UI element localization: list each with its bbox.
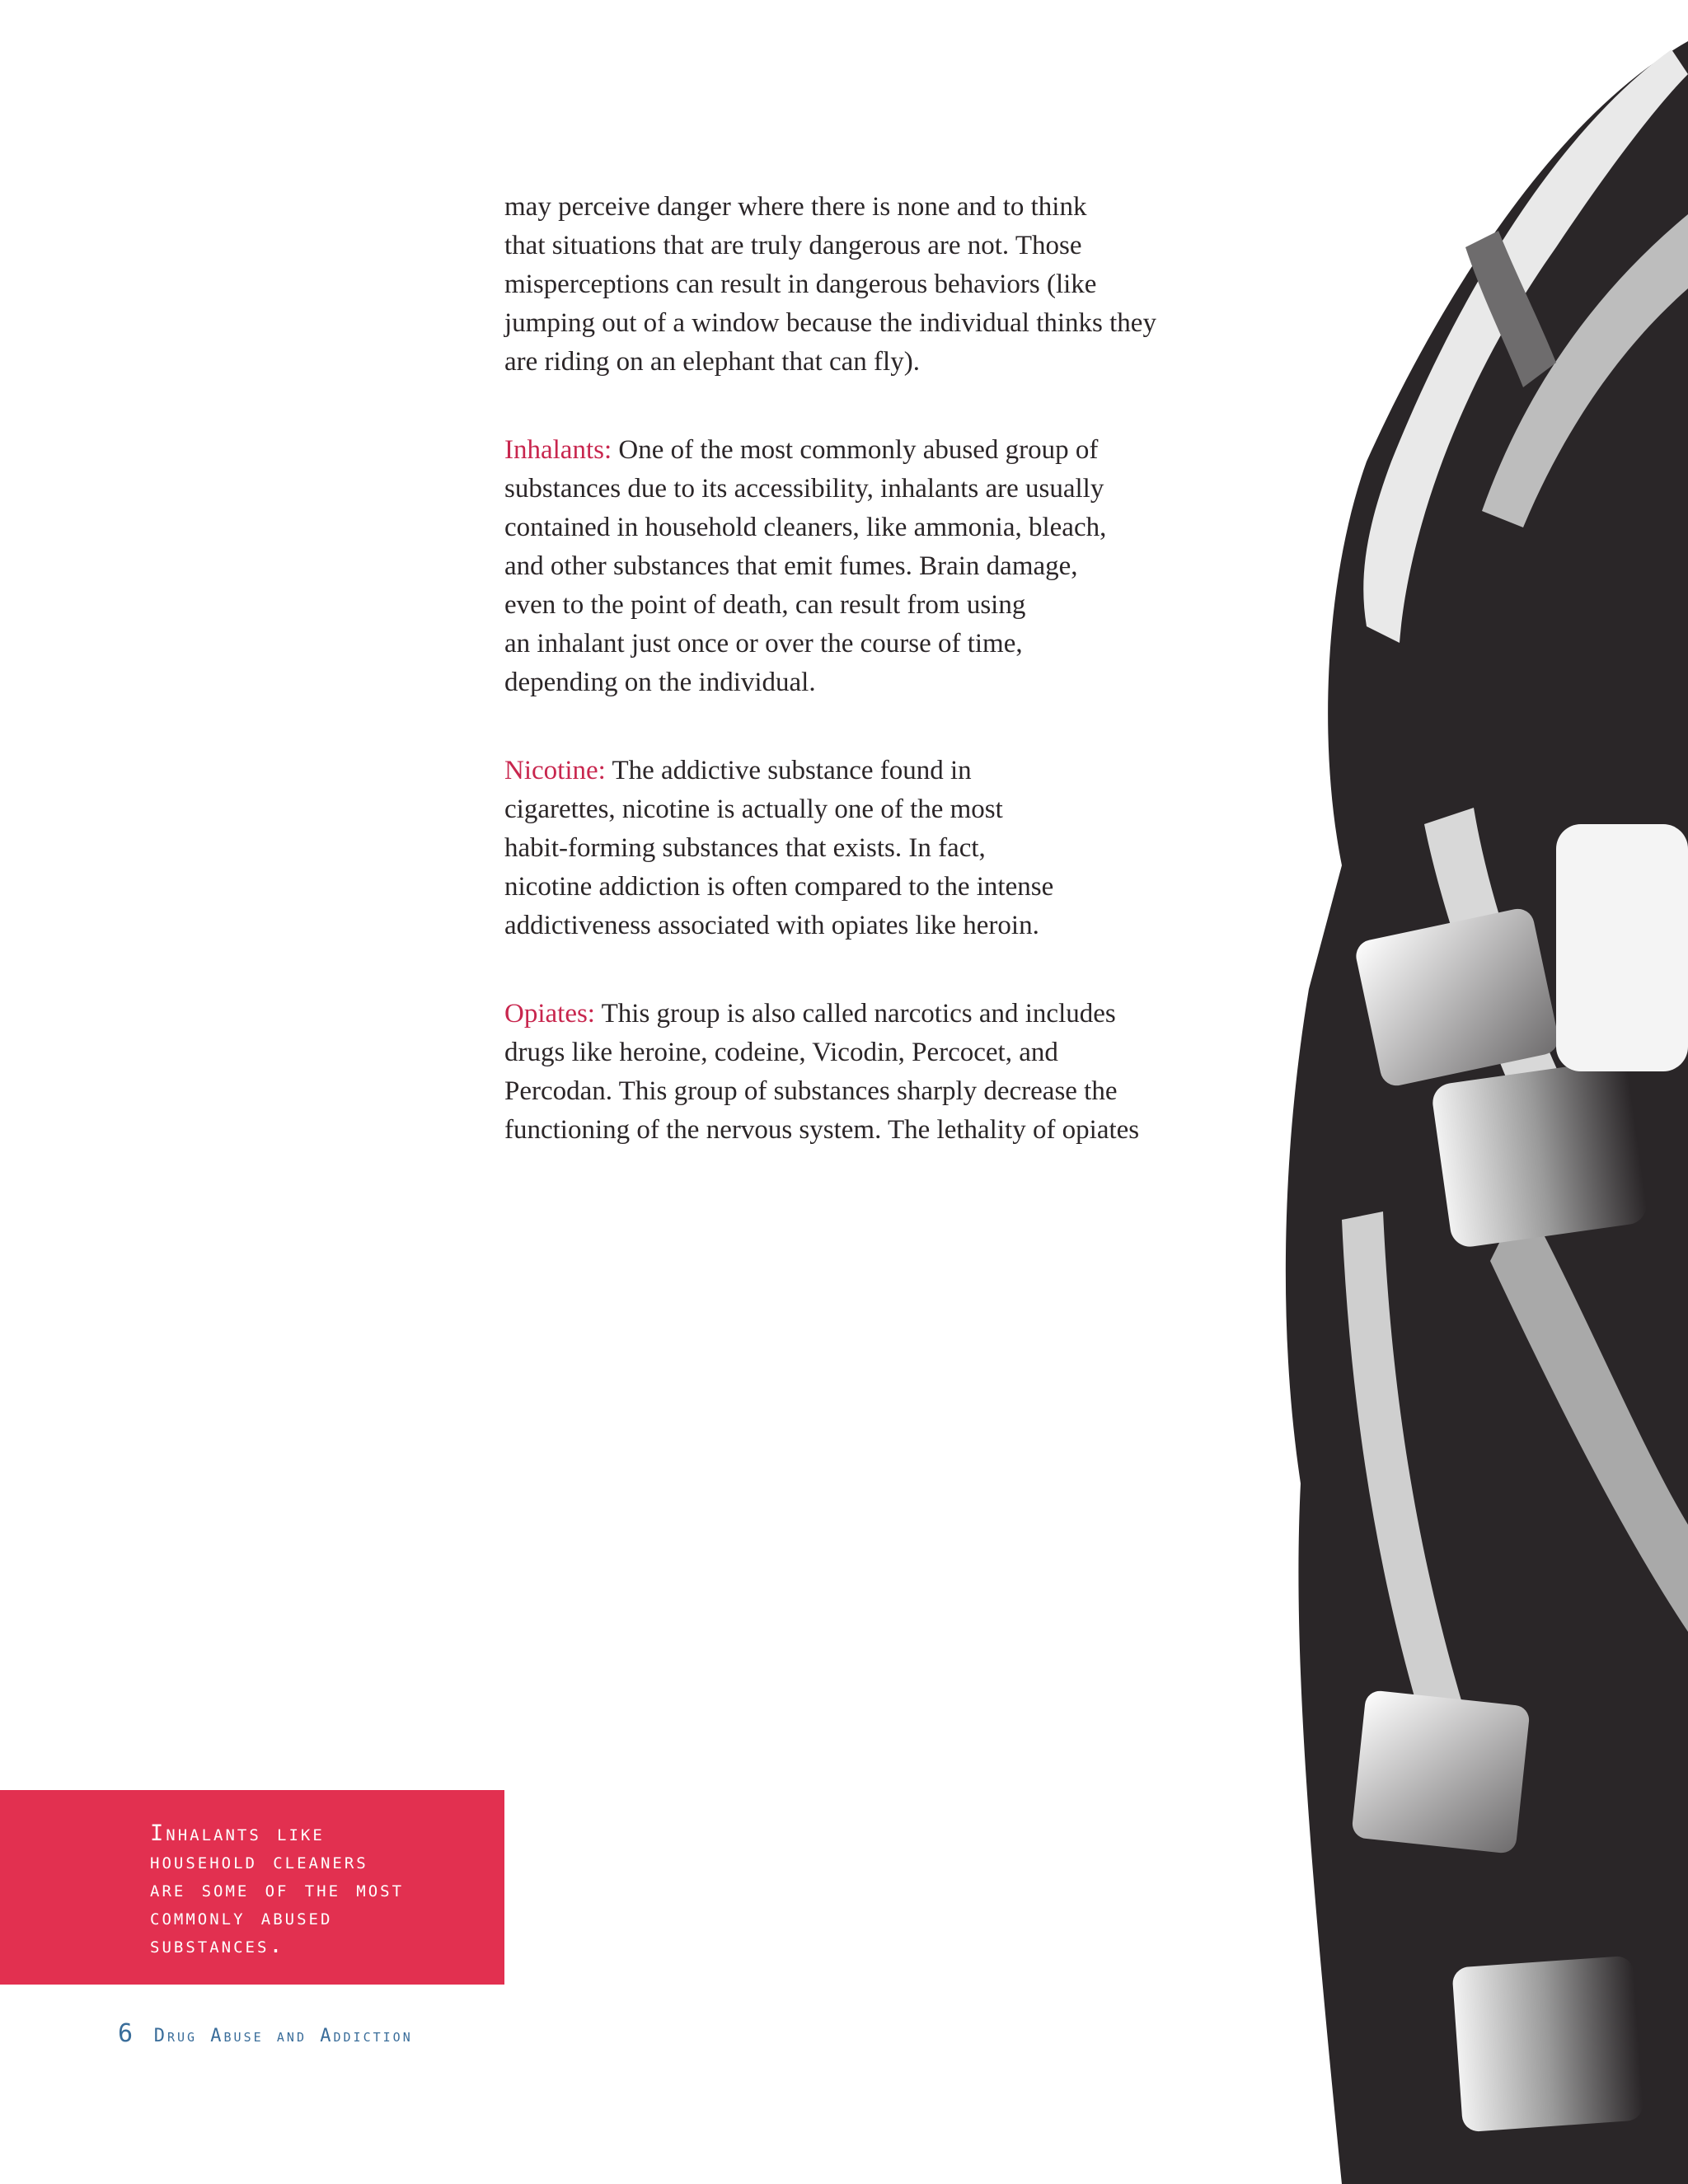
text-line: addictiveness associated with opiates like heroin. xyxy=(504,911,1039,940)
intro-paragraph xyxy=(504,188,1213,382)
page-footer xyxy=(118,2019,413,2048)
text-line: cigarettes, nicotine is actually one of the most xyxy=(504,794,1003,824)
nicotine-first-line: The addictive substance found in xyxy=(612,756,972,785)
pull-quote-line: are some of the most xyxy=(150,1877,405,1902)
text-line: nicotine addiction is often compared to the intense xyxy=(504,872,1054,902)
text-line xyxy=(504,995,1213,1033)
text-line: are riding on an elephant that can fly). xyxy=(504,347,920,377)
text-line: habit-forming substances that exists. In fact, xyxy=(504,833,986,863)
text-line xyxy=(504,431,1213,470)
text-line: and other substances that emit fumes. Brain damage, xyxy=(504,551,1078,581)
pull-quote xyxy=(0,1790,504,1985)
pull-quote-text xyxy=(150,1820,496,1960)
nicotine-term: Nicotine: xyxy=(504,756,606,785)
opiates-first-line: This group is also called narcotics and includes xyxy=(601,999,1116,1029)
text-line: jumping out of a window because the individual thinks they xyxy=(504,308,1156,338)
text-line: functioning of the nervous system. The lethality of opiates xyxy=(504,1115,1140,1145)
text-line: misperceptions can result in dangerous behaviors (like xyxy=(504,269,1097,299)
text-line: drugs like heroine, codeine, Vicodin, Percocet, and xyxy=(504,1038,1058,1067)
inhalants-first-line: One of the most commonly abused group of xyxy=(618,435,1099,465)
text-line: depending on the individual. xyxy=(504,668,816,697)
text-line: Percodan. This group of substances sharply decrease the xyxy=(504,1076,1118,1106)
pull-quote-line: commonly abused xyxy=(150,1905,333,1930)
body-text xyxy=(504,188,1213,1199)
text-line: that situations that are truly dangerous are not. Those xyxy=(504,231,1082,260)
inhalants-paragraph xyxy=(504,431,1213,702)
pull-quote-line: Inhalants like xyxy=(150,1821,325,1846)
text-line xyxy=(504,752,1213,790)
text-line: even to the point of death, can result from using xyxy=(504,590,1026,620)
opiates-term: Opiates: xyxy=(504,999,595,1029)
page-number: 6 xyxy=(118,2019,134,2048)
text-line: contained in household cleaners, like ammonia, bleach, xyxy=(504,513,1107,542)
inhalants-term: Inhalants: xyxy=(504,435,612,465)
pull-quote-line: household cleaners xyxy=(150,1849,368,1874)
pull-quote-line: substances. xyxy=(150,1933,285,1958)
text-line: substances due to its accessibility, inhalants are usually xyxy=(504,474,1104,504)
text-line: may perceive danger where there is none and to think xyxy=(504,192,1087,222)
running-title: Drug Abuse and Addiction xyxy=(153,2026,413,2046)
text-line: an inhalant just once or over the course of time, xyxy=(504,629,1023,658)
nicotine-paragraph xyxy=(504,752,1213,945)
opiates-paragraph xyxy=(504,995,1213,1150)
